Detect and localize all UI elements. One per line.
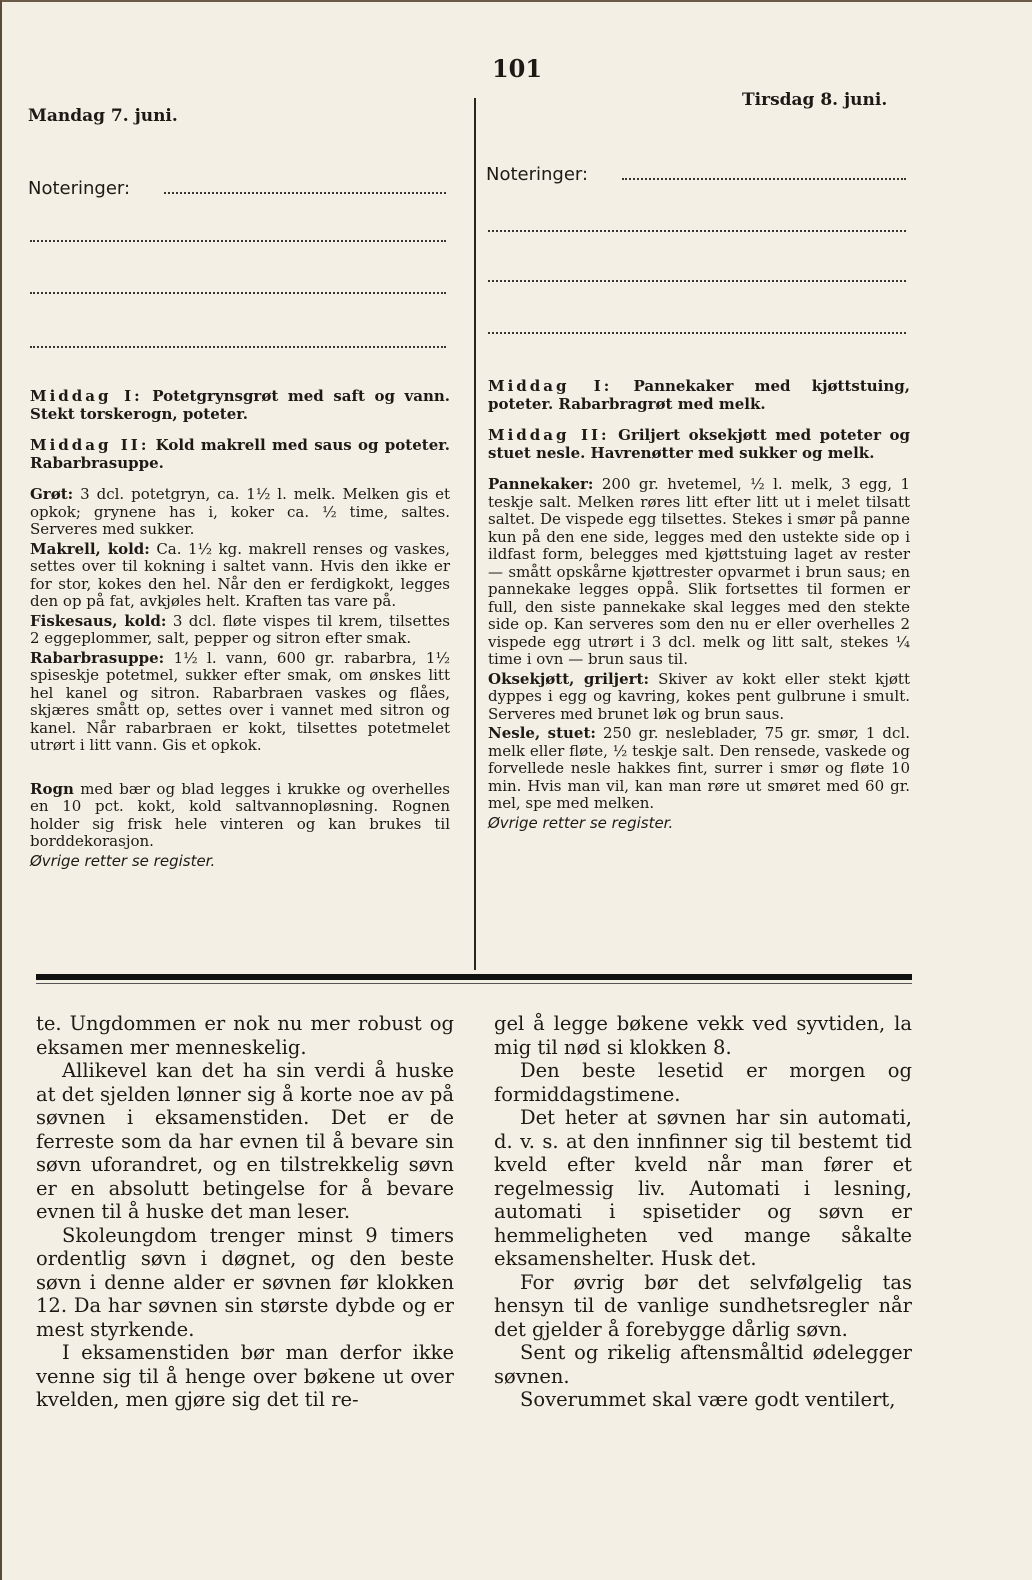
essay-left-p4: I eksamenstiden bør man derfor ikke venne sig til å henge over bøkene ut over kvelden, men gjøre sig det til re- bbox=[36, 1341, 454, 1411]
essay-left-p3: Skoleungdom trenger minst 9 timers ordentlig søvn i døgnet, og den beste søvn i denne alder er søvnen før klokken 12. Da har søvnen sin største dybde og er mest styrkende. bbox=[36, 1223, 454, 1341]
left-notes-line-1 bbox=[164, 192, 446, 194]
left-notes-line-4 bbox=[30, 346, 446, 348]
essay-left-p1: te. Ungdommen er nok nu mer robust og eksamen mer menneskelig. bbox=[36, 1012, 454, 1059]
essay-right-p6: Soverummet skal være godt ventilert, bbox=[520, 1388, 896, 1411]
left-recipes bbox=[30, 388, 450, 872]
essay-right-column bbox=[494, 1012, 912, 1412]
left-recipe-fiskesaus: Fiskesaus, kold: 3 dcl. fløte vispes til krem, tilsettes 2 eggeplommer, salt, pepper og sitron efter smak. bbox=[30, 611, 450, 647]
column-divider bbox=[474, 98, 476, 970]
right-recipe-pannekaker: Pannekaker: 200 gr. hvetemel, ½ l. melk, 3 egg, 1 teskje salt. Melken røres litt efter litt ut i melet tilsatt saltet. De vispede egg tilsettes. Stekes i smør på panne kun på den ene side, legges med den ustekte side op i ildfast form, belegges med kjøttstuing laget av rester — smått opskårne kjøttrester opvarmet i brun saus; en pannekake legges oppå. Slik fortsettes til formen er full, den siste pannekake skal legges med den stekte side op. Kan serveres som den nu er eller overhelles 2 vispede egg utrørt i 3 dcl. melk og litt salt, stekes ¼ time i ovn — brun saus til. bbox=[488, 475, 910, 668]
right-recipe-nesle: Nesle, stuet: 250 gr. nesleblader, 75 gr. smør, 1 dcl. melk eller fløte, ½ teskje salt. Den rensede, vaskede og forvellede nesle hakkes fint, surrer i smør og fløte 10 min. Hvis man vil, kan man røre ut smøret med 60 gr. mel, spe med melken. bbox=[488, 724, 910, 812]
right-other-dishes: Øvrige retter se register. bbox=[488, 813, 674, 832]
right-recipe-oksekjott: Oksekjøtt, griljert: Skiver av kokt eller stekt kjøtt dyppes i egg og kavring, kokes pent gulbrune i smult. Serveres med brunet løk og brun saus. bbox=[488, 669, 910, 723]
essay-left-p2: Allikevel kan det ha sin verdi å huske at det sjelden lønner sig å korte noe av på søvnen i eksamenstiden. Det er de ferreste som da har evnen til å bevare sin søvn uforandret, og en tilstrekkelig søvn er en absolutt betingelse for å bevare evnen til å huske det man leser. bbox=[36, 1059, 454, 1223]
essay-right-p3: Det heter at søvnen har sin automati, d. v. s. at den innfinner sig til bestemt tid kveld efter kveld når man fører et regelmessig liv. Automati i lesning, automati i spisetider og søvn er hemmeligheten ved mange såkalte eksamenshelter. Husk det. bbox=[494, 1106, 912, 1270]
left-dinner-2: Middag II: Kold makrell med saus og poteter. Rabarbrasuppe. bbox=[30, 436, 450, 472]
left-recipe-rogn: Rogn med bær og blad legges i krukke og overhelles en 10 pct. kokt, kold saltvannopløsning. Rognen holder sig frisk hele vinteren og kan brukes til borddekorasjon. bbox=[30, 779, 450, 850]
section-rule-thin bbox=[36, 983, 912, 984]
section-rule bbox=[36, 974, 912, 980]
essay-right-p2: Den beste lesetid er morgen og formiddagstimene. bbox=[494, 1059, 912, 1106]
right-notes-line-3 bbox=[488, 280, 906, 282]
left-notes-line-3 bbox=[30, 292, 446, 294]
essay-left-column bbox=[36, 1012, 454, 1412]
right-dinner-2: Middag II: Griljert oksekjøtt med poteter og stuet nesle. Havrenøtter med sukker og melk. bbox=[488, 426, 910, 462]
left-recipe-grot: Grøt: 3 dcl. potetgryn, ca. 1½ l. melk. Melken gis et opkok; grynene has i, koker ca. ½ time, saltes. Serveres med sukker. bbox=[30, 485, 450, 538]
left-notes-line-2 bbox=[30, 240, 446, 242]
left-dinner-1: Middag I: Potetgrynsgrøt med saft og vann. Stekt torskerogn, poteter. bbox=[30, 387, 450, 423]
right-day-date: Tirsdag 8. juni. bbox=[742, 90, 888, 110]
page-number: 101 bbox=[491, 54, 543, 83]
right-notes-label: Noteringer: bbox=[486, 164, 589, 185]
left-notes-label: Noteringer: bbox=[28, 178, 131, 199]
right-notes-line-2 bbox=[488, 230, 906, 232]
right-notes-line-4 bbox=[488, 332, 906, 334]
left-day-date: Mandag 7. juni. bbox=[28, 106, 178, 126]
right-recipes bbox=[488, 378, 910, 834]
left-other-dishes: Øvrige retter se register. bbox=[30, 851, 216, 870]
left-recipe-rabarbrasuppe: Rabarbrasuppe: 1½ l. vann, 600 gr. rabarbra, 1½ spiseskje potetmel, sukker efter smak, om ønskes litt hel kanel og sitron. Rabarbraen vaskes og flåes, skjæres smått op, settes over i vannet med sitron og kanel. Når rabarbraen er kokt, tilsettes potetmelet utrørt i litt vann. Gis et opkok. bbox=[30, 648, 450, 754]
left-recipe-makrell: Makrell, kold: Ca. 1½ kg. makrell renses og vaskes, settes over til kokning i saltet vann. Hvis den ikke er for stor, kokes den hel. Når den er ferdigkokt, legges den op på fat, avkjøles helt. Kraften tas vare på. bbox=[30, 539, 450, 610]
right-notes-line-1 bbox=[622, 178, 906, 180]
essay-right-p4: For øvrig bør det selvfølgelig tas hensyn til de vanlige sundhetsregler når det gjelder å forebygge dårlig søvn. bbox=[494, 1270, 912, 1341]
essay-right-p5: Sent og rikelig aftensmåltid ødelegger søvnen. bbox=[494, 1341, 912, 1388]
essay-right-p1: gel å legge bøkene vekk ved syvtiden, la mig til nød si klokken 8. bbox=[494, 1012, 912, 1059]
right-dinner-1: Middag I: Pannekaker med kjøttstuing, poteter. Rabarbragrøt med melk. bbox=[488, 377, 910, 413]
